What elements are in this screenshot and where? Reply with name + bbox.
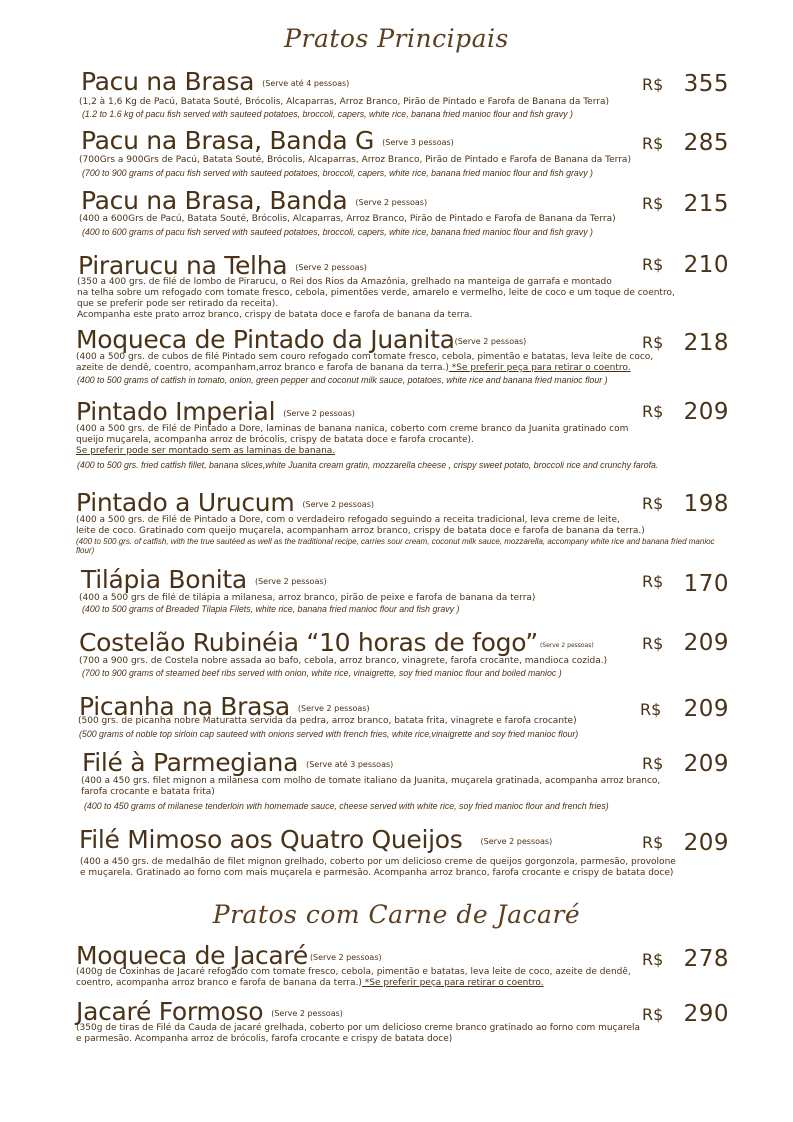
dish-description-english: (400 to 500 grams of catfish in tomato, onion, green pepper and coconut milk sauce, potatoes, white rice and banana fried manioc flour ): [77, 375, 608, 385]
serves-note: (Serve 2 pessoas): [271, 1009, 343, 1018]
serves-note: (Serve 3 pessoas): [382, 138, 454, 147]
currency-label: R$: [642, 572, 664, 591]
serves-note: (Serve 2 pessoas): [539, 642, 594, 649]
currency-label: R$: [642, 634, 664, 653]
dish-description-english: (700 to 900 grams of steamed beef ribs served with onion, white rice, vinaigrette, soy fried manioc flour and boiled manioc ): [82, 668, 562, 678]
dish-name: Pacu na Brasa, Banda (Serve 2 pessoas): [81, 186, 428, 215]
dish-name: Filé à Parmegiana (Serve até 3 pessoas): [82, 748, 394, 777]
serves-note: (Serve 2 pessoas): [355, 198, 428, 207]
serves-note: (Serve até 3 pessoas): [306, 760, 394, 769]
dish-name: Pintado Imperial (Serve 2 pessoas): [76, 397, 355, 426]
section-title-alligator: Pratos com Carne de Jacaré: [212, 900, 581, 929]
dish-description-english: (400 to 450 grams of milanese tenderloin with homemade sauce, cheese served with white rice, soy fried manioc flour and french fries): [84, 801, 609, 811]
dish-description: (500 grs. de picanha nobre Maturatta servida da pedra, arroz branco, batata frita, vinagrete e farofa crocante): [78, 716, 577, 726]
dish-description: (400 a 500 grs. de Filé de Pintado a Dore, com o verdadeiro refogado seguindo a receita tradicional, leva creme de leite, leite de coco. Gratinado com queijo muçarela, acompanham arroz branco, crispy de batata doce e farofa de banana da terra.): [76, 515, 645, 536]
dish-name: Moqueca de Jacaré (Serve 2 pessoas): [76, 941, 382, 970]
price: 215: [683, 191, 729, 217]
currency-label: R$: [642, 134, 664, 153]
dish-description-english: (700 to 900 grams of pacu fish served with sauteed potatoes, broccoli, capers, white rice, banana fried manioc flour and fish gravy ): [82, 168, 593, 178]
note: *Se preferir peça para retirar o coentro.: [361, 978, 544, 988]
price: 355: [683, 71, 729, 97]
note: Se preferir pode ser montado sem as laminas de banana.: [76, 446, 336, 456]
dish-name: Moqueca de Pintado da Juanita(Serve 2 pessoas): [76, 325, 527, 354]
currency-label: R$: [642, 754, 664, 773]
price: 218: [683, 330, 729, 356]
dish-description-english: (1.2 to 1.6 kg of pacu fish served with sauteed potatoes, broccoli, capers, white rice, banana fried manioc flour and fish gravy ): [82, 109, 573, 119]
dish-name: Pirarucu na Telha (Serve 2 pessoas): [78, 251, 367, 280]
serves-note: (Serve 2 pessoas): [283, 409, 355, 418]
dish-description: (400 a 500 grs. de cubos de filé Pintado sem couro refogado com tomate fresco, cebola, pimentão e batatas, leva leite de coco, azeite de dendê, coentro, acompanham,arroz branco e farofa de banana da terra.) *Se preferir peça para retirar o coentro.: [76, 352, 654, 373]
dish-description-english: (400 to 500 grs. of catfish, with the true sautéed as well as the traditional recipe, carries sour cream, coconut milk sauce, mozzarella, accompany white rice and banana fried manioc flour): [76, 537, 715, 555]
dish-description: (400 a 500 grs de filé de tilápia a milanesa, arroz branco, pirão de peixe e farofa de banana da terra): [79, 593, 536, 603]
price: 209: [683, 399, 729, 425]
price: 285: [683, 130, 729, 156]
currency-label: R$: [642, 950, 664, 969]
dish-name: Tilápia Bonita (Serve 2 pessoas): [81, 565, 327, 594]
dish-description: (350g de tiras de Filé da Cauda de jacaré grelhada, coberto por um delicioso creme branco gratinado ao forno com muçarela e parmesão. Acompanha arroz de brócolis, farofa crocante e crispy de batata doce): [76, 1023, 641, 1044]
dish-description: (400 a 600Grs de Pacú, Batata Souté, Brócolis, Alcaparras, Arroz Branco, Pirão de Pintado e Farofa de Banana da Terra): [79, 214, 616, 224]
dish-description: (350 a 400 grs. de filé de lombo de Pirarucu, o Rei dos Rios da Amazônia, grelhado na manteiga de garrafa e montado na telha sobre um refogado com tomate fresco, cebola, pimentões verde, amarelo e vermelho, leite de coco e um toque de coentro, que se preferir pode ser retirado da receita). Acompanha este prato arroz branco, crispy de batata doce e farofa de banana da terra.: [77, 277, 675, 320]
note: *Se preferir peça para retirar o coentro.: [448, 363, 631, 373]
price: 170: [683, 571, 729, 597]
price: 290: [683, 1001, 729, 1027]
dish-description: (400 a 450 grs. filet mignon a milanesa com molho de tomate italiano da Juanita, muçarela gratinada, acompanha arroz branco, farofa crocante e batata frita): [81, 776, 661, 797]
dish-description-english: (400 to 500 grams of Breaded Tilapia Filets, white rice, banana fried manioc flour and fish gravy ): [82, 604, 460, 614]
price: 209: [683, 696, 729, 722]
serves-note: (Serve até 4 pessoas): [262, 79, 350, 88]
section-title-main: Pratos Principais: [284, 24, 509, 53]
currency-label: R$: [642, 494, 664, 513]
serves-note: (Serve 2 pessoas): [297, 704, 370, 713]
price: 198: [683, 491, 729, 517]
dish-description: (400g de Coxinhas de Jacaré refogado com tomate fresco, cebola, pimentão e batatas, leva leite de coco, azeite de dendê, coentro, acompanha arroz branco e farofa de banana da terra.) *Se preferir peça para retirar o coentro.: [76, 967, 631, 988]
serves-note: (Serve 2 pessoas): [454, 337, 527, 346]
price: 210: [683, 252, 729, 278]
serves-note: (Serve 2 pessoas): [254, 577, 327, 586]
dish-description: (400 a 450 grs. de medalhão de filet mignon grelhado, coberto por um delicioso creme de queijos gorgonzola, parmesão, provolone e muçarela. Gratinado ao forno com mais muçarela e parmesão. Acompanha arroz branco, farofa crocante e crispy de batata doce): [80, 857, 676, 878]
currency-label: R$: [642, 255, 664, 274]
dish-description: (700Grs a 900Grs de Pacú, Batata Souté, Brócolis, Alcaparras, Arroz Branco, Pirão de Pintado e Farofa de Banana da Terra): [79, 155, 631, 165]
dish-description: (1,2 à 1,6 Kg de Pacú, Batata Souté, Brócolis, Alcaparras, Arroz Branco, Pirão de Pintado e Farofa de Banana da Terra): [79, 97, 609, 107]
dish-name: Pintado a Urucum (Serve 2 pessoas): [76, 488, 375, 517]
currency-label: R$: [642, 1005, 664, 1024]
serves-note: (Serve 2 pessoas): [480, 837, 553, 846]
price: 209: [683, 830, 729, 856]
dish-description-english: (500 grams of noble top sirloin cap sauteed with onions served with french fries, white rice,vinaigrette and soy fried manioc flour): [79, 729, 579, 739]
dish-name: Jacaré Formoso (Serve 2 pessoas): [76, 997, 343, 1026]
dish-name: Pacu na Brasa, Banda G (Serve 3 pessoas): [81, 126, 454, 155]
currency-label: R$: [642, 402, 664, 421]
currency-label: R$: [642, 75, 664, 94]
dish-description-english: (400 to 600 grams of pacu fish served with sauteed potatoes, broccoli, capers, white rice, banana fried manioc flour and fish gravy ): [82, 227, 593, 237]
dish-name: Picanha na Brasa (Serve 2 pessoas): [79, 692, 370, 721]
currency-label: R$: [642, 833, 664, 852]
currency-label: R$: [640, 700, 662, 719]
price: 209: [683, 751, 729, 777]
price: 278: [683, 946, 729, 972]
dish-name: Pacu na Brasa (Serve até 4 pessoas): [81, 67, 350, 96]
serves-note: (Serve 2 pessoas): [302, 500, 375, 509]
dish-description-english: (400 to 500 grs. fried catfish fillet, banana slices,white Juanita cream gratin, mozzarella cheese , crispy sweet potato, broccoli rice and crunchy farofa.: [77, 460, 659, 470]
dish-description: (700 a 900 grs. de Costela nobre assada ao bafo, cebola, arroz branco, vinagrete, farofa crocante, mandioca cozida.): [79, 656, 608, 666]
dish-name: Costelão Rubinéia “10 horas de fogo” (Serve 2 pessoas): [79, 628, 594, 657]
serves-note: (Serve 2 pessoas): [309, 953, 382, 962]
price: 209: [683, 630, 729, 656]
currency-label: R$: [642, 194, 664, 213]
serves-note: (Serve 2 pessoas): [295, 263, 367, 272]
dish-name: Filé Mimoso aos Quatro Queijos (Serve 2 pessoas): [79, 825, 553, 854]
currency-label: R$: [642, 333, 664, 352]
dish-description: (400 a 500 grs. de Filé de Pintado a Dore, laminas de banana nanica, coberto com creme branco da Juanita gratinado com queijo muçarela, acompanha arroz de brócolis, crispy de batata doce e farofa crocante). Se preferir pode ser montado sem as laminas de banana.: [76, 424, 736, 457]
